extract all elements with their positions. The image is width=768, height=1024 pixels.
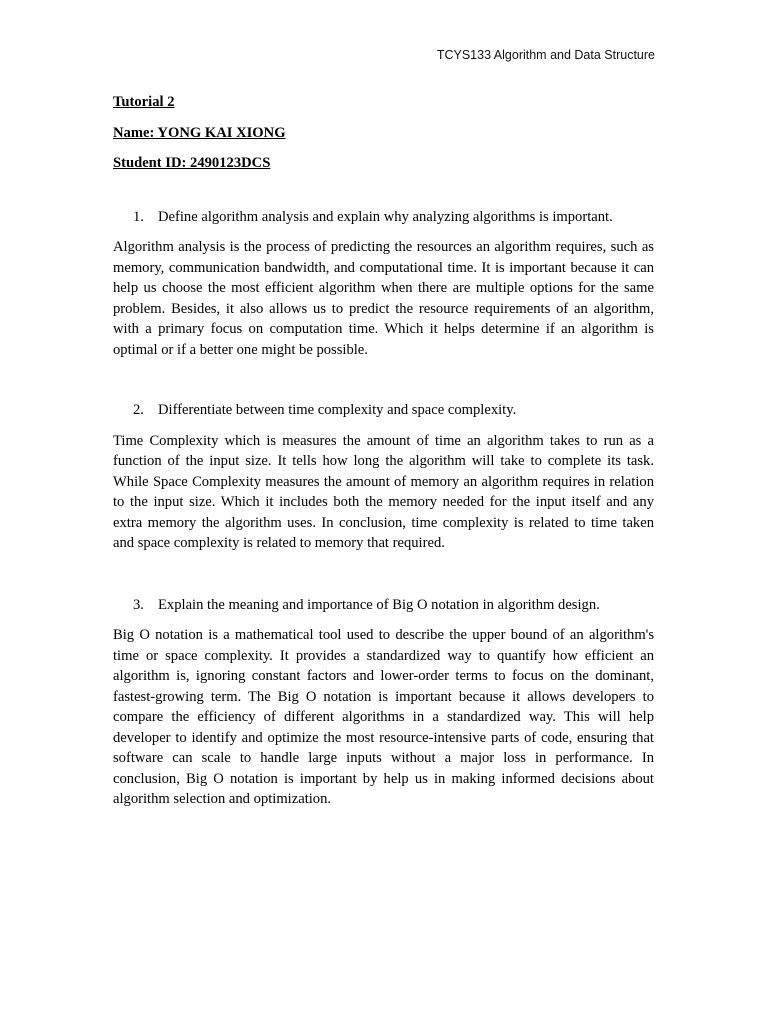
student-name: Name: YONG KAI XIONG: [113, 124, 286, 141]
student-id: Student ID: 2490123DCS: [113, 155, 271, 171]
question-text: Define algorithm analysis and explain why analyzing algorithms is important.: [158, 208, 613, 225]
answer-3: Big O notation is a mathematical tool used to describe the upper bound of an algorithm's time or space complexity. It provides a standardized way to quantify how efficient an algorithm is, ignoring constant factors and lower-order terms to focus on the dominant, fastest-growing term. The Big O notation is important because it allows developers to compare the efficiency of different algorithms in a standardized way. This will help developer to identify and optimize the most resource-intensive parts of code, ensuring that software can scale to handle large inputs without a major loss in performance. In conclusion, Big O notation is important by help us in making informed decisions about algorithm selection and optimization.: [113, 627, 654, 807]
question-text: Explain the meaning and importance of Big O notation in algorithm design.: [158, 596, 600, 613]
answer-1: Algorithm analysis is the process of predicting the resources an algorithm requires, such as memory, communication bandwidth, and computational time. It is important because it can help us choose the most efficient algorithm when there are multiple options for the same problem. Besides, it also allows us to predict the resource requirements of an algorithm, with a primary focus on computation time. Which it helps determine if an algorithm is optimal or if a better one might be possible.: [113, 239, 654, 358]
page-header: TCYS133 Algorithm and Data Structure: [436, 48, 655, 62]
question-1: [113, 207, 654, 228]
question-number: 1.: [133, 208, 144, 225]
question-text: Differentiate between time complexity and space complexity.: [158, 402, 517, 418]
question-number: 2.: [133, 402, 144, 418]
question-number: 3.: [133, 596, 144, 613]
question-2: [113, 400, 654, 421]
question-3: [113, 595, 654, 616]
document-body: [113, 92, 654, 810]
tutorial-title: Tutorial 2: [113, 94, 175, 110]
answer-2: Time Complexity which is measures the amount of time an algorithm takes to run as a function of the input size. It tells how long the algorithm will take to complete its task. While Space Complexity measures the amount of memory an algorithm requires in relation to the input size. Which it includes both the memory needed for the input itself and any extra memory the algorithm uses. In conclusion, time complexity is related to time taken and space complexity is related to memory that required.: [113, 432, 654, 551]
